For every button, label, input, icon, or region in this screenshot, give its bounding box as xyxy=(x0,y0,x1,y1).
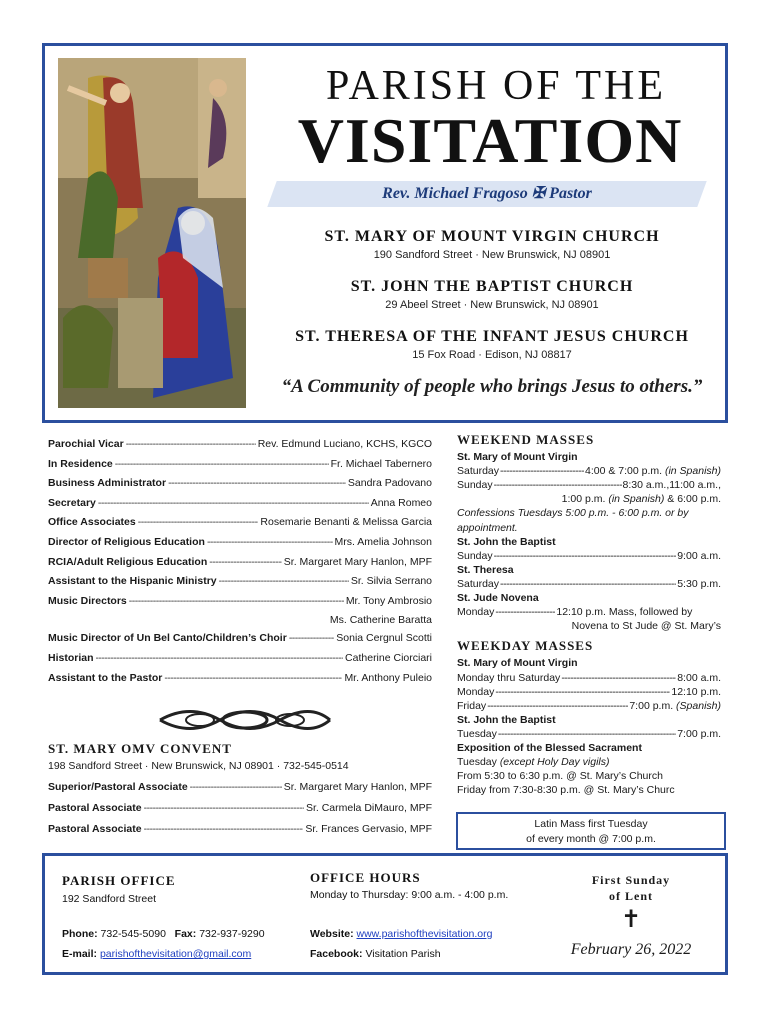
mass-row xyxy=(457,464,721,478)
mass-day: Saturday xyxy=(457,465,500,478)
fax-number: 732-937-9290 xyxy=(199,928,265,940)
mass-time: 1:00 p.m. xyxy=(561,493,606,506)
website-link[interactable]: www.parishofthevisitation.org xyxy=(356,928,493,940)
liturgical-day-line2: of Lent xyxy=(609,889,653,903)
mass-day: Monday xyxy=(457,606,495,619)
church-address-st-john: 29 Abeel Street · New Brunswick, NJ 08901 xyxy=(385,299,599,311)
staff-name: Catherine Ciorciari xyxy=(345,651,432,664)
mass-row xyxy=(457,671,721,685)
staff-role: Assistant to the Pastor xyxy=(48,671,163,684)
liturgical-day-line1: First Sunday xyxy=(591,873,671,887)
mass-time: 8:00 a.m. xyxy=(677,671,721,684)
mass-time: 8:30 a.m.,11:00 a.m., xyxy=(622,479,721,492)
phone-number[interactable]: 732-545-5090 xyxy=(100,928,166,940)
weekend-masses-title: WEEKEND MASSES xyxy=(457,432,595,447)
mass-note: (Spanish) xyxy=(676,699,721,712)
mass-row xyxy=(457,727,721,741)
parish-office-address: 192 Sandford Street xyxy=(62,893,156,905)
mass-time: 4:00 & 7:00 p.m. xyxy=(584,465,663,478)
church-subheading: St. Mary of Mount Virgin xyxy=(457,657,578,670)
staff-row xyxy=(48,438,432,458)
exposition-row: Friday from 7:30-8:30 p.m. @ St. Mary’s Churc xyxy=(457,784,675,797)
pastor-name: Rev. Michael Fragoso ✠ Pastor xyxy=(382,185,592,202)
facebook-label: Facebook: xyxy=(310,948,363,960)
staff-name: Mr. Tony Ambrosio xyxy=(345,594,432,607)
staff-row xyxy=(48,497,432,517)
staff-role: Business Administrator xyxy=(48,477,167,490)
phone-label: Phone: xyxy=(62,928,98,940)
convent-role: Superior/Pastoral Associate xyxy=(48,781,188,793)
church-name-st-mary: ST. MARY OF MOUNT VIRGIN CHURCH xyxy=(324,228,660,245)
mass-day: Sunday xyxy=(457,549,493,562)
convent-list xyxy=(48,781,432,844)
staff-role: Music Director of Un Bel Canto/Children’s Choir xyxy=(48,632,287,645)
convent-name: Sr. Margaret Mary Hanlon, MPF xyxy=(283,781,432,793)
convent-name: Sr. Frances Gervasio, MPF xyxy=(305,823,432,835)
staff-row xyxy=(48,516,432,536)
church-subheading: St. John the Baptist xyxy=(457,713,556,726)
staff-name: Fr. Michael Tabernero xyxy=(330,457,432,470)
bulletin-date: February 26, 2022 xyxy=(570,941,692,958)
staff-row xyxy=(48,632,432,652)
visitation-painting xyxy=(58,58,246,408)
latin-line2: of every month @ 7:00 p.m. xyxy=(526,833,656,845)
staff-name: Rosemarie Benanti & Melissa Garcia xyxy=(260,516,432,529)
church-subheading: St. Jude Novena xyxy=(457,592,539,605)
parish-title-line1: PARISH OF THE xyxy=(325,63,667,109)
convent-row xyxy=(48,802,432,823)
exposition-row: From 5:30 to 6:30 p.m. @ St. Mary’s Church xyxy=(457,770,663,783)
mass-time: 9:00 a.m. xyxy=(677,549,721,562)
mass-note: (in Spanish) xyxy=(664,465,721,478)
church-name-st-john: ST. JOHN THE BAPTIST CHURCH xyxy=(350,278,634,295)
convent-title: ST. MARY OMV CONVENT xyxy=(48,741,232,756)
staff-row xyxy=(48,595,432,615)
staff-role: Secretary xyxy=(48,496,96,509)
staff-name: Sonia Cergnul Scotti xyxy=(336,632,432,645)
mass-row xyxy=(457,699,721,713)
mass-row xyxy=(457,549,721,563)
convent-role: Pastoral Associate xyxy=(48,823,142,835)
staff-name: Rev. Edmund Luciano, KCHS, KGCO xyxy=(257,438,432,450)
mass-time: 12:10 p.m. xyxy=(671,685,721,698)
email-label: E-mail: xyxy=(62,948,98,960)
church-address-st-mary: 190 Sandford Street · New Brunswick, NJ 08901 xyxy=(373,249,611,261)
staff-role: In Residence xyxy=(48,457,113,470)
confessions-note: Confessions Tuesdays 5:00 p.m. - 6:00 p.m. or by appointment. xyxy=(457,507,689,534)
staff-row xyxy=(48,575,432,595)
church-subheading: St. Mary of Mount Virgin xyxy=(457,451,578,464)
staff-row xyxy=(48,652,432,672)
fax-label: Fax: xyxy=(174,928,197,940)
church-subheading: St. John the Baptist xyxy=(457,535,556,548)
staff-role: Music Directors xyxy=(48,594,127,607)
mass-day: Monday xyxy=(457,685,495,698)
convent-name: Sr. Carmela DiMauro, MPF xyxy=(305,802,432,814)
parish-office-title: PARISH OFFICE xyxy=(62,873,176,888)
website-label: Website: xyxy=(310,928,354,940)
latin-mass-notice xyxy=(456,812,726,850)
mass-row xyxy=(457,685,721,699)
website-line xyxy=(310,928,492,940)
staff-name: Anna Romeo xyxy=(370,496,432,509)
mass-day: Saturday xyxy=(457,577,500,590)
staff-name-continued: Ms. Catherine Baratta xyxy=(329,614,432,627)
exposition-heading: Exposition of the Blessed Sacrament xyxy=(457,741,642,754)
staff-row xyxy=(48,536,432,556)
facebook-line xyxy=(310,948,441,960)
email-line xyxy=(62,948,251,960)
staff-role: RCIA/Adult Religious Education xyxy=(48,555,208,568)
staff-row xyxy=(48,458,432,478)
exposition-row xyxy=(457,755,721,769)
staff-role: Historian xyxy=(48,651,94,664)
mass-row xyxy=(457,605,721,619)
staff-name: Mrs. Amelia Johnson xyxy=(334,535,432,548)
church-subheading: St. Theresa xyxy=(457,563,514,576)
mass-time: 12:10 p.m. Mass, followed by xyxy=(556,606,693,619)
facebook-name: Visitation Parish xyxy=(365,948,441,960)
staff-name: Mr. Anthony Puleio xyxy=(344,671,432,684)
mass-time: 7:00 p.m. xyxy=(677,727,721,740)
office-hours-text: Monday to Thursday: 9:00 a.m. - 4:00 p.m. xyxy=(310,889,509,901)
mass-day: Sunday xyxy=(457,479,493,492)
cross-icon: ✝ xyxy=(620,905,642,933)
latin-line1: Latin Mass first Tuesday xyxy=(534,818,648,830)
mass-note: (in Spanish) xyxy=(608,493,665,506)
staff-role: Office Associates xyxy=(48,516,136,529)
staff-row xyxy=(48,672,432,692)
mass-day: Friday xyxy=(457,699,487,712)
parish-title-line2: VISITATION xyxy=(297,105,683,176)
office-hours-title: OFFICE HOURS xyxy=(310,870,421,885)
exposition-day: Tuesday xyxy=(457,756,497,769)
convent-address: 198 Sandford Street · New Brunswick, NJ 08901 · 732-545-0514 xyxy=(48,760,349,772)
email-link[interactable]: parishofthevisitation@gmail.com xyxy=(99,948,252,960)
liturgical-day xyxy=(566,872,696,904)
convent-row xyxy=(48,781,432,802)
convent-row xyxy=(48,823,432,844)
church-address-st-theresa: 15 Fox Road · Edison, NJ 08817 xyxy=(412,349,572,361)
mass-time: & 6:00 p.m. xyxy=(667,493,721,506)
staff-row xyxy=(48,477,432,497)
flourish-divider-icon xyxy=(150,703,340,737)
staff-list xyxy=(48,438,432,691)
staff-name: Sandra Padovano xyxy=(347,477,432,490)
church-name-st-theresa: ST. THERESA OF THE INFANT JESUS CHURCH xyxy=(295,328,689,345)
convent-role: Pastoral Associate xyxy=(48,802,142,814)
weekday-masses-title: WEEKDAY MASSES xyxy=(457,638,594,654)
mass-schedule xyxy=(457,433,721,797)
mass-time: 5:30 p.m. xyxy=(677,577,721,590)
mass-day: Monday thru Saturday xyxy=(457,671,561,684)
mass-day: Tuesday xyxy=(457,727,497,740)
staff-name: Sr. Silvia Serrano xyxy=(350,575,432,588)
staff-row xyxy=(48,556,432,576)
staff-role: Director of Religious Education xyxy=(48,535,205,548)
mass-row-continued: Novena to St Jude @ St. Mary’s xyxy=(571,620,721,633)
mass-row-continued xyxy=(457,492,721,506)
mass-row xyxy=(457,478,721,492)
staff-role: Parochial Vicar xyxy=(48,438,124,450)
mass-row xyxy=(457,577,721,591)
staff-role: Assistant to the Hispanic Ministry xyxy=(48,575,217,588)
exposition-note: (except Holy Day vigils) xyxy=(499,756,610,769)
parish-motto: “A Community of people who brings Jesus to others.” xyxy=(281,376,703,397)
staff-name: Sr. Margaret Mary Hanlon, MPF xyxy=(283,555,432,568)
mass-time: 7:00 p.m. xyxy=(629,699,674,712)
phone-fax-line xyxy=(62,928,265,940)
